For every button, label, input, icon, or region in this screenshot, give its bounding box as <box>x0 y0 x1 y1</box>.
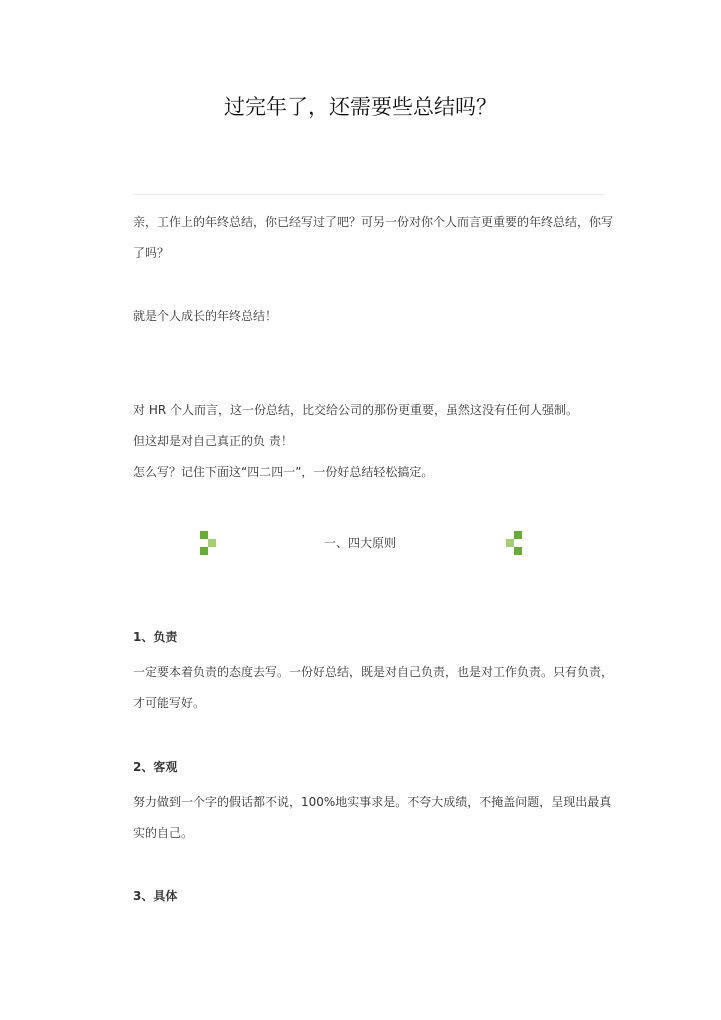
principle-heading-3: 3、具体 <box>133 889 178 903</box>
intro-paragraph-1: 亲，工作上的年终总结，你已经写过了吧？可另一份对你个人而言更重要的年终总结，你写了吗？ <box>133 215 614 260</box>
section-banner <box>198 531 522 555</box>
page-title: 过完年了，还需要些总结吗？ <box>224 95 497 119</box>
title-divider <box>133 194 605 195</box>
section-title: 一、四大原则 <box>323 536 396 550</box>
principle-body-1: 一定要本着负责的态度去写。一份好总结，既是对自己负责，也是对工作负责。只有负责，才可能写好。 <box>133 665 614 710</box>
green-pixel-arrow-left-icon <box>504 531 522 555</box>
intro-paragraph-2: 就是个人成长的年终总结！ <box>133 309 278 323</box>
intro-paragraph-4: 但这却是对自己真正的负 责！ <box>133 434 293 448</box>
principle-heading-2: 2、客观 <box>133 760 178 774</box>
principle-heading-1: 1、负责 <box>133 630 178 644</box>
intro-paragraph-3: 对 HR 个人而言，这一份总结，比交给公司的那份更重要，虽然这没有任何人强制。 <box>133 403 578 417</box>
principle-body-2: 努力做到一个字的假话都不说，100%地实事求是。不夸大成绩，不掩盖问题，呈现出最真实的自己。 <box>133 795 612 840</box>
intro-paragraph-5: 怎么写？记住下面这“四二四一”，一份好总结轻松搞定。 <box>133 465 434 479</box>
